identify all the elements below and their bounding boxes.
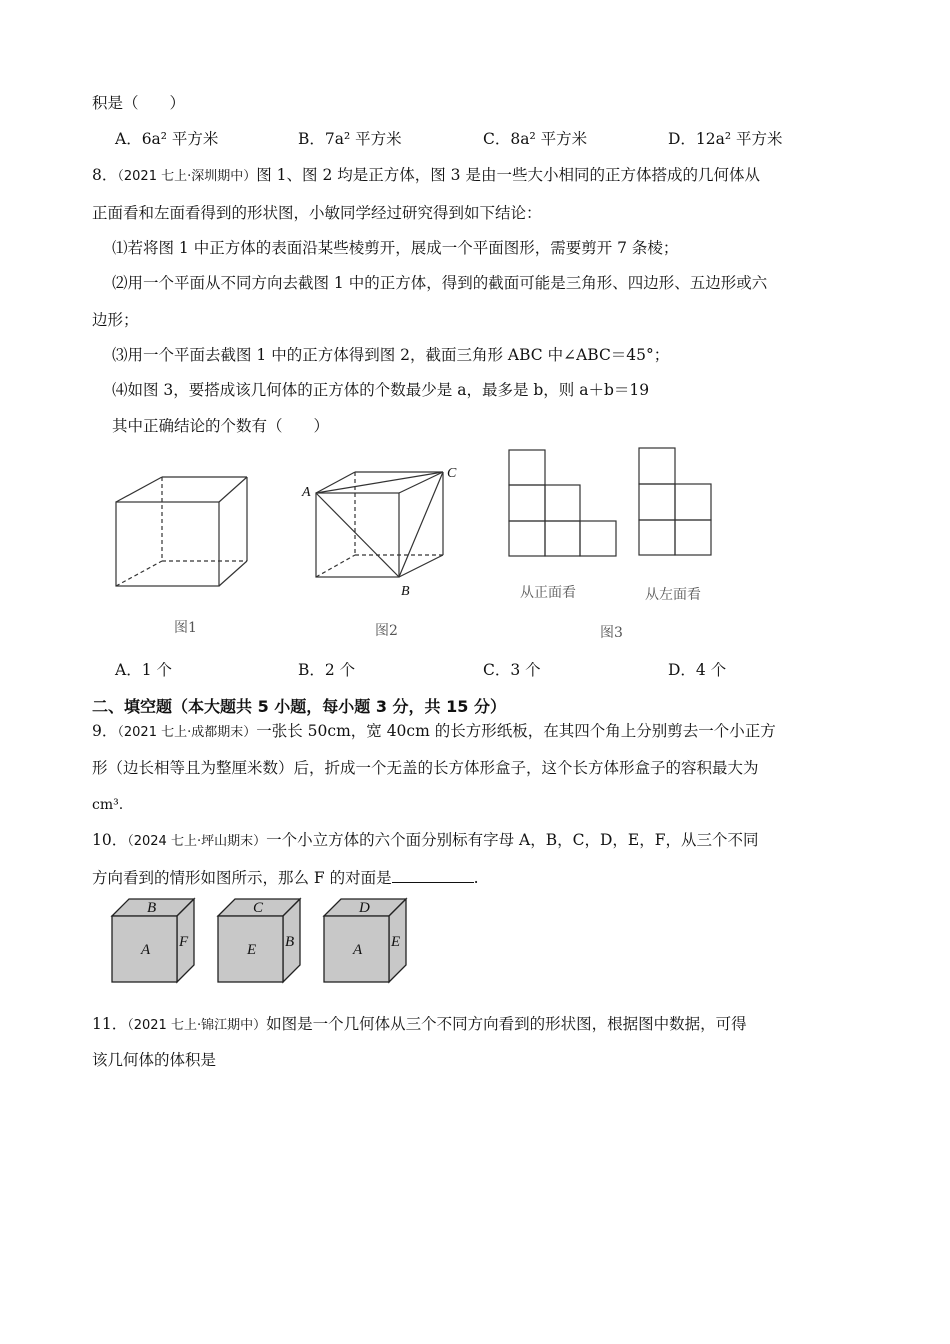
q10-text1: 一个小立方体的六个面分别标有字母 A，B，C，D，E，F，从三个不同	[266, 831, 759, 849]
q11-source: （2021 七上·锦江期中）	[127, 1018, 267, 1033]
q10-cube-3	[323, 898, 413, 988]
q9-text1: 一张长 50cm，宽 40cm 的长方形纸板，在其四个角上分别剪去一个小正方	[256, 722, 776, 740]
section-2-title: 二、填空题（本大题共 5 小题，每小题 3 分，共 15 分）	[92, 697, 506, 716]
q10-answer-blank	[392, 868, 474, 883]
q8-option-a: A．1 个	[115, 661, 172, 679]
q10-source: （2024 七上·坪山期末）	[127, 834, 267, 849]
figure-3-left-view	[639, 448, 714, 558]
q10-cube-2	[217, 898, 307, 988]
q8-line2: 正面看和左面看得到的形状图，小敏同学经过研究得到如下结论：	[92, 204, 542, 222]
q11-line1	[92, 1014, 747, 1036]
q10-cube-1-side: F	[179, 934, 189, 950]
q11-line2: 该几何体的体积是	[92, 1051, 217, 1069]
q8-ask: 其中正确结论的个数有（ ）	[112, 417, 330, 435]
q9-line2: 形（边长相等且为整厘米数）后，折成一个无盖的长方体形盒子，这个长方体形盒子的容积最大为	[92, 759, 759, 777]
q8-line1	[92, 165, 760, 187]
figure-2-label-a: A	[302, 485, 311, 500]
figure-2-label-c: C	[447, 466, 457, 481]
q8-text1: 图 1、图 2 均是正方体，图 3 是由一些大小相同的正方体搭成的几何体从	[256, 166, 760, 184]
q10-cube-2-front: E	[247, 942, 257, 958]
q8-number: 8．	[92, 166, 118, 184]
q7-option-c: C．8a² 平方米	[483, 130, 588, 148]
q8-conclusion-3: ⑶用一个平面去截图 1 中的正方体得到图 2，截面三角形 ABC 中∠ABC＝45°；	[112, 346, 670, 364]
q10-cube-1-top: B	[147, 900, 157, 916]
q11-number: 11．	[92, 1015, 128, 1033]
q8-conclusion-2a: ⑵用一个平面从不同方向去截图 1 中的正方体，得到的截面可能是三角形、四边形、五边形或六	[112, 274, 768, 292]
q10-cube-3-front: A	[353, 942, 363, 958]
q9-line1	[92, 721, 776, 743]
q10-number: 10．	[92, 831, 128, 849]
q10-cube-3-side: E	[391, 934, 401, 950]
q10-cube-3-top: D	[359, 900, 370, 916]
q7-option-d: D．12a² 平方米	[668, 130, 783, 148]
left-view-label: 从左面看	[645, 587, 701, 603]
q9-line3: cm³.	[92, 797, 124, 813]
q10-line1	[92, 830, 758, 852]
figure-3-caption: 图3	[600, 625, 623, 641]
q8-conclusion-1: ⑴若将图 1 中正方体的表面沿某些棱剪开，展成一个平面图形，需要剪开 7 条棱；	[112, 239, 679, 257]
q8-option-b: B．2 个	[298, 661, 356, 679]
figure-2-cube-section	[300, 465, 460, 590]
q11-text1: 如图是一个几何体从三个不同方向看到的形状图，根据图中数据，可得	[266, 1015, 747, 1033]
figure-1-cube	[110, 475, 255, 590]
front-view-label: 从正面看	[520, 585, 576, 601]
q8-option-d: D．4 个	[668, 661, 727, 679]
q7-option-a: A．6a² 平方米	[115, 130, 219, 148]
figure-2-label-b: B	[401, 584, 410, 599]
q10-text2b: .	[473, 869, 479, 887]
q10-cube-1	[111, 898, 201, 988]
q10-cube-2-side: B	[285, 934, 295, 950]
q7-tail-text: 积是（ ）	[92, 94, 186, 112]
q8-option-c: C．3 个	[483, 661, 541, 679]
q8-conclusion-2b: 边形；	[92, 311, 139, 329]
figure-1-caption: 图1	[174, 620, 197, 636]
q7-option-b: B．7a² 平方米	[298, 130, 402, 148]
q9-number: 9．	[92, 722, 118, 740]
figure-2-caption: 图2	[375, 623, 398, 639]
q8-source: （2021 七上·深圳期中）	[117, 169, 257, 184]
q9-source: （2021 七上·成都期末）	[117, 725, 257, 740]
figure-3-front-view	[509, 450, 619, 558]
q10-text2a: 方向看到的情形如图所示，那么 F 的对面是	[92, 869, 392, 887]
q10-cube-2-top: C	[253, 900, 264, 916]
q10-line2	[92, 868, 479, 888]
q8-conclusion-4: ⑷如图 3，要搭成该几何体的正方体的个数最少是 a，最多是 b，则 a＋b＝19	[112, 381, 650, 399]
q10-cube-1-front: A	[141, 942, 151, 958]
